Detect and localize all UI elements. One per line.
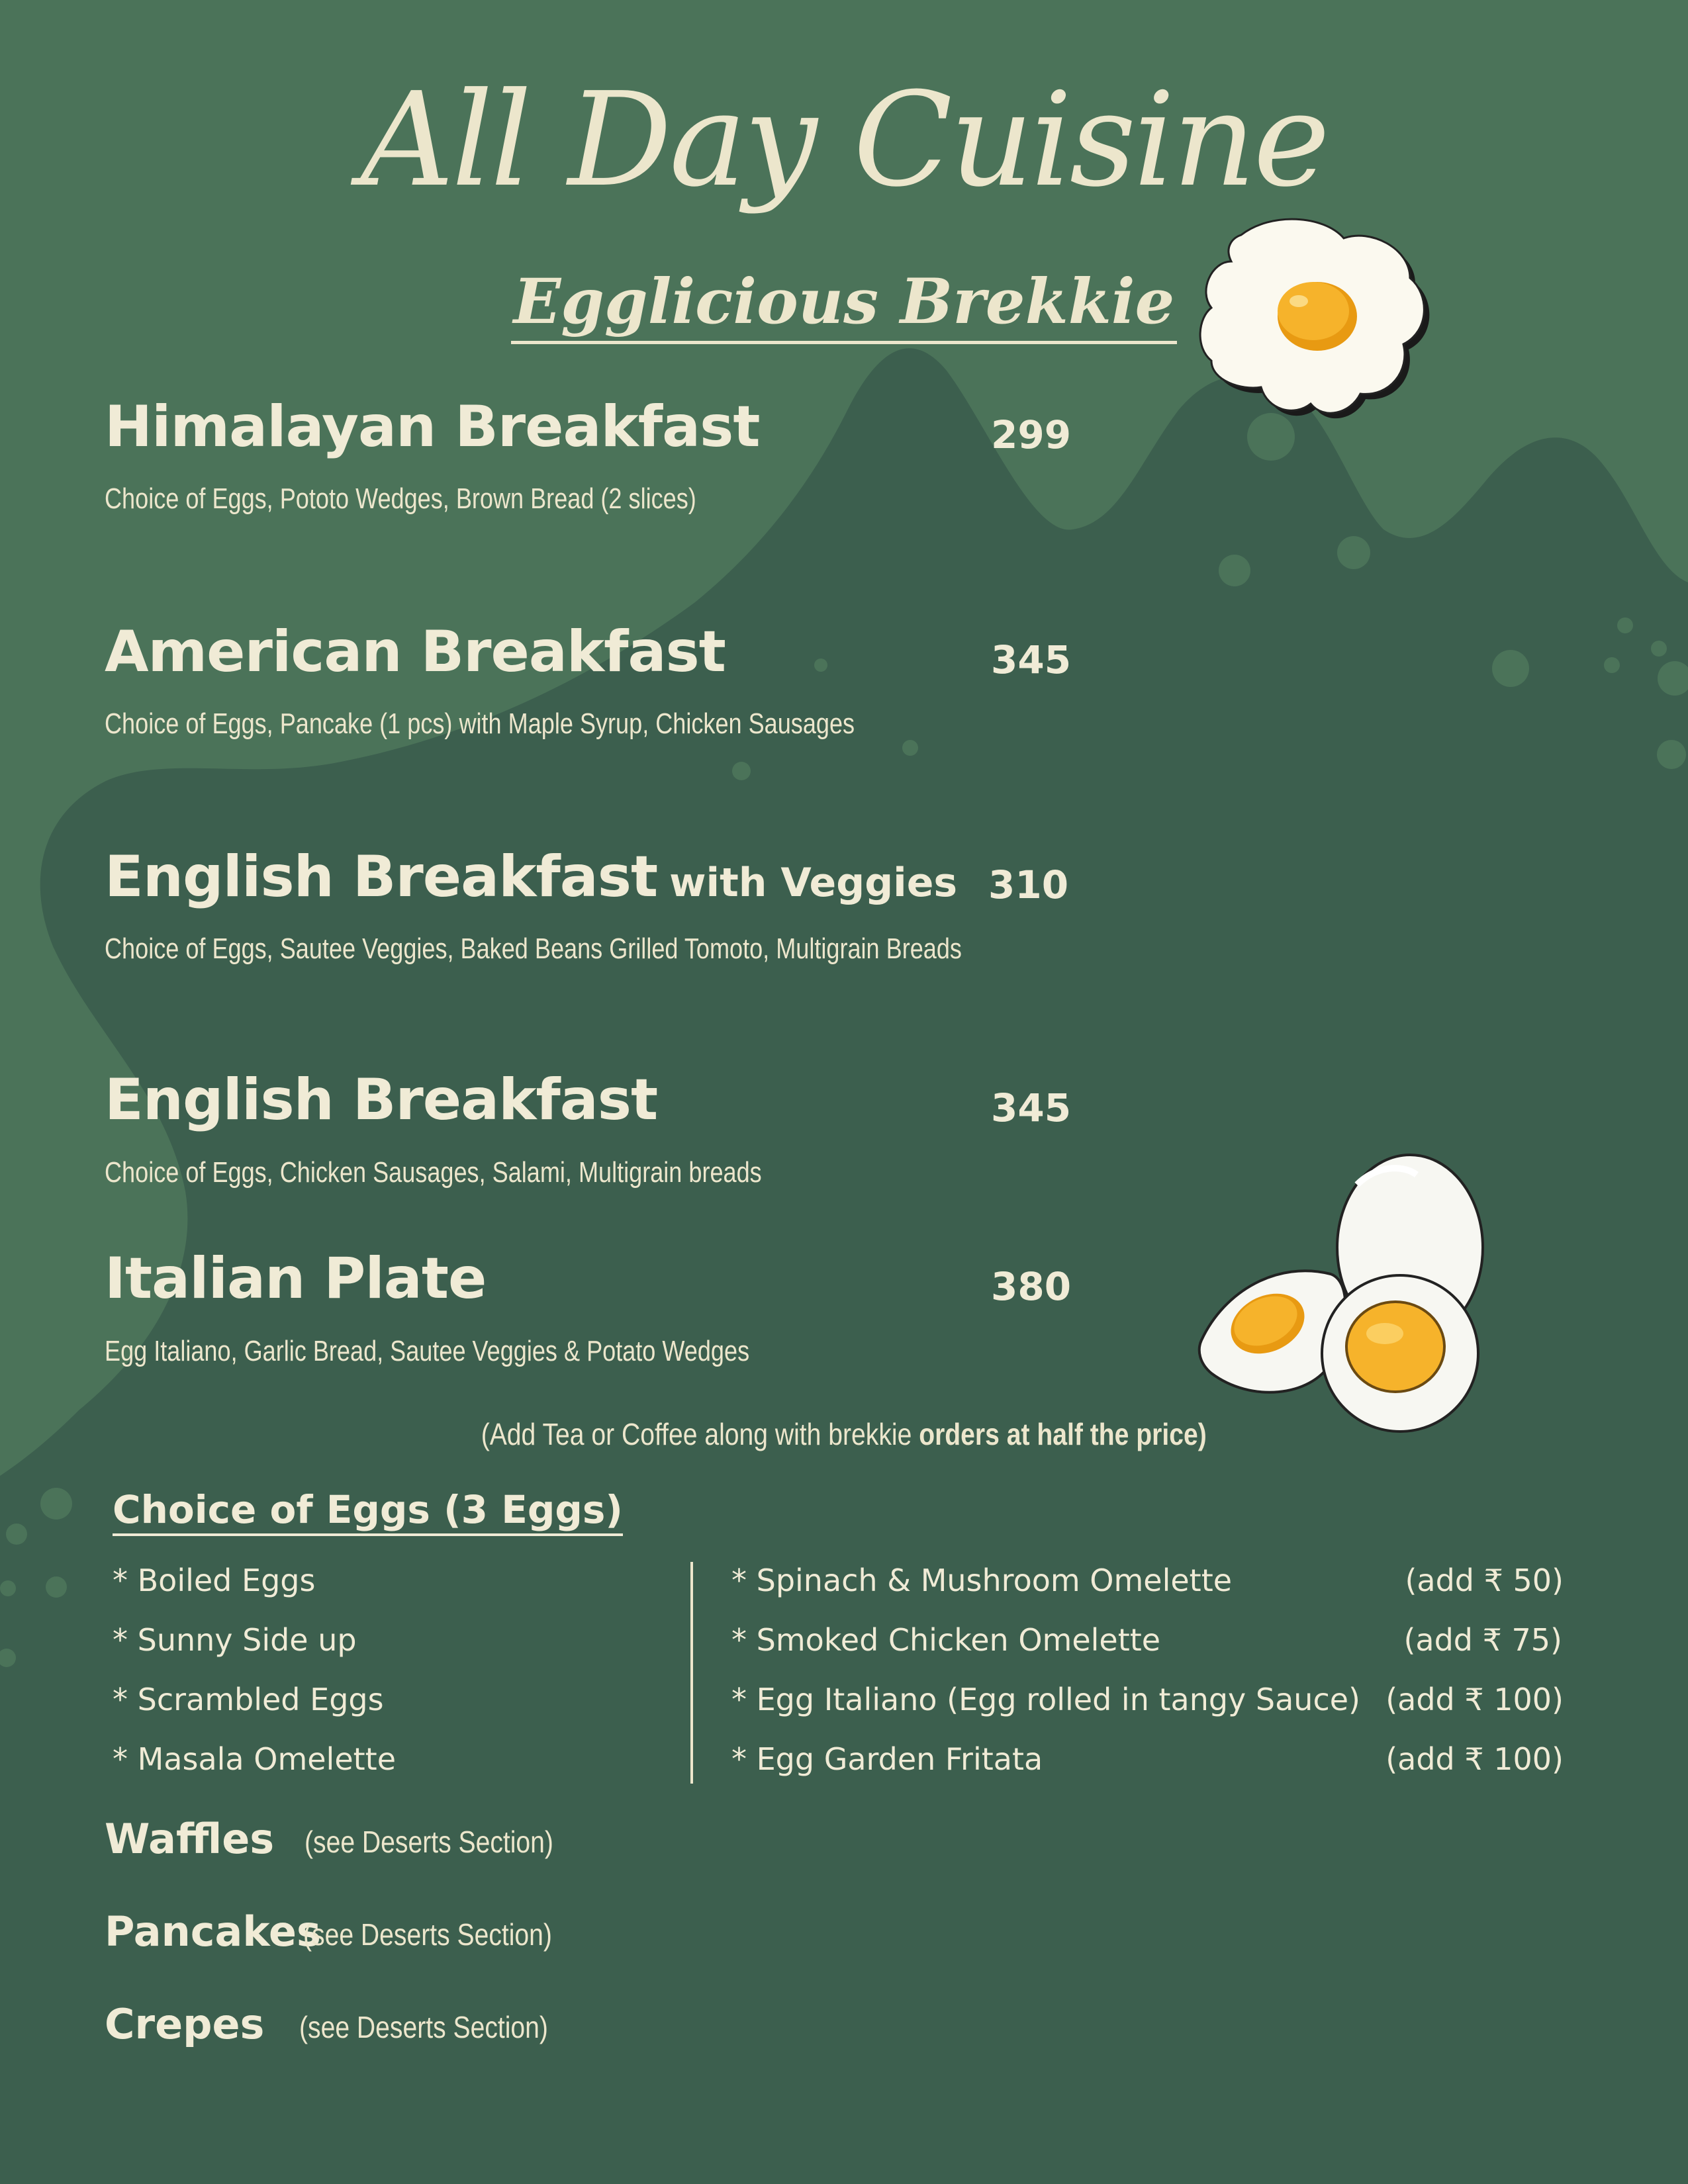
choice-of-eggs-heading: Choice of Eggs (3 Eggs) (113, 1488, 623, 1536)
extra-item-note: (see Deserts Section) (303, 1917, 552, 1952)
egg-option: * Boiled Eggs (113, 1563, 316, 1598)
menu-item-description: Choice of Eggs, Sautee Veggies, Baked Beans Grilled Tomoto, Multigrain Breads (105, 933, 962, 965)
column-divider (690, 1562, 693, 1784)
menu-item-name: Italian Plate (105, 1246, 487, 1312)
menu-item-name (105, 846, 957, 909)
egg-option: * Sunny Side up (113, 1622, 357, 1658)
menu-item-price: 345 (991, 637, 1072, 682)
menu-item-name: Himalayan Breakfast (105, 394, 760, 460)
premium-egg-addon-price: (add ₹ 75) (1403, 1622, 1562, 1658)
premium-egg-option: * Smoked Chicken Omelette (731, 1622, 1161, 1658)
menu-item-name-main: English Breakfast (105, 844, 658, 910)
menu-item-name-sub: with Veggies (669, 860, 958, 906)
premium-egg-addon-price: (add ₹ 50) (1405, 1563, 1564, 1598)
note-text: (Add Tea or Coffee along with brekkie (481, 1417, 919, 1451)
menu-item-name: American Breakfast (105, 619, 726, 685)
extra-item-name: Crepes (105, 2000, 265, 2048)
extra-item-note: (see Deserts Section) (305, 1825, 553, 1859)
premium-egg-addon-price: (add ₹ 100) (1385, 1682, 1564, 1717)
premium-egg-option: * Egg Garden Fritata (731, 1741, 1043, 1777)
menu-item-price: 299 (991, 412, 1072, 457)
premium-egg-addon-price: (add ₹ 100) (1385, 1741, 1564, 1777)
menu-item-description: Choice of Eggs, Chicken Sausages, Salami, Multigrain breads (105, 1156, 762, 1189)
section-title (0, 265, 1688, 340)
tea-coffee-note (0, 1416, 1688, 1452)
extra-item-note: (see Deserts Section) (299, 2010, 548, 2044)
menu-item-price: 310 (988, 862, 1069, 907)
menu-item-price: 380 (991, 1264, 1072, 1309)
menu-item-description: Choice of Eggs, Pancake (1 pcs) with Maple Syrup, Chicken Sausages (105, 707, 855, 740)
menu-item-description: Choice of Eggs, Pototo Wedges, Brown Bread (2 slices) (105, 482, 696, 515)
egg-option: * Scrambled Eggs (113, 1682, 384, 1717)
egg-option: * Masala Omelette (113, 1741, 397, 1777)
menu-item-description: Egg Italiano, Garlic Bread, Sautee Veggies & Potato Wedges (105, 1335, 750, 1367)
page-title: All Day Cuisine (360, 65, 1328, 216)
menu-item-price: 345 (991, 1085, 1072, 1130)
note-bold: orders at half the price) (919, 1417, 1207, 1451)
section-title-text: Egglicious Brekkie (511, 265, 1178, 344)
menu-item-name: English Breakfast (105, 1067, 658, 1133)
extra-item-name: Pancakes (105, 1907, 321, 1956)
extra-item-name: Waffles (105, 1815, 275, 1863)
premium-egg-option: * Egg Italiano (Egg rolled in tangy Sauce) (731, 1682, 1360, 1717)
premium-egg-option: * Spinach & Mushroom Omelette (731, 1563, 1233, 1598)
